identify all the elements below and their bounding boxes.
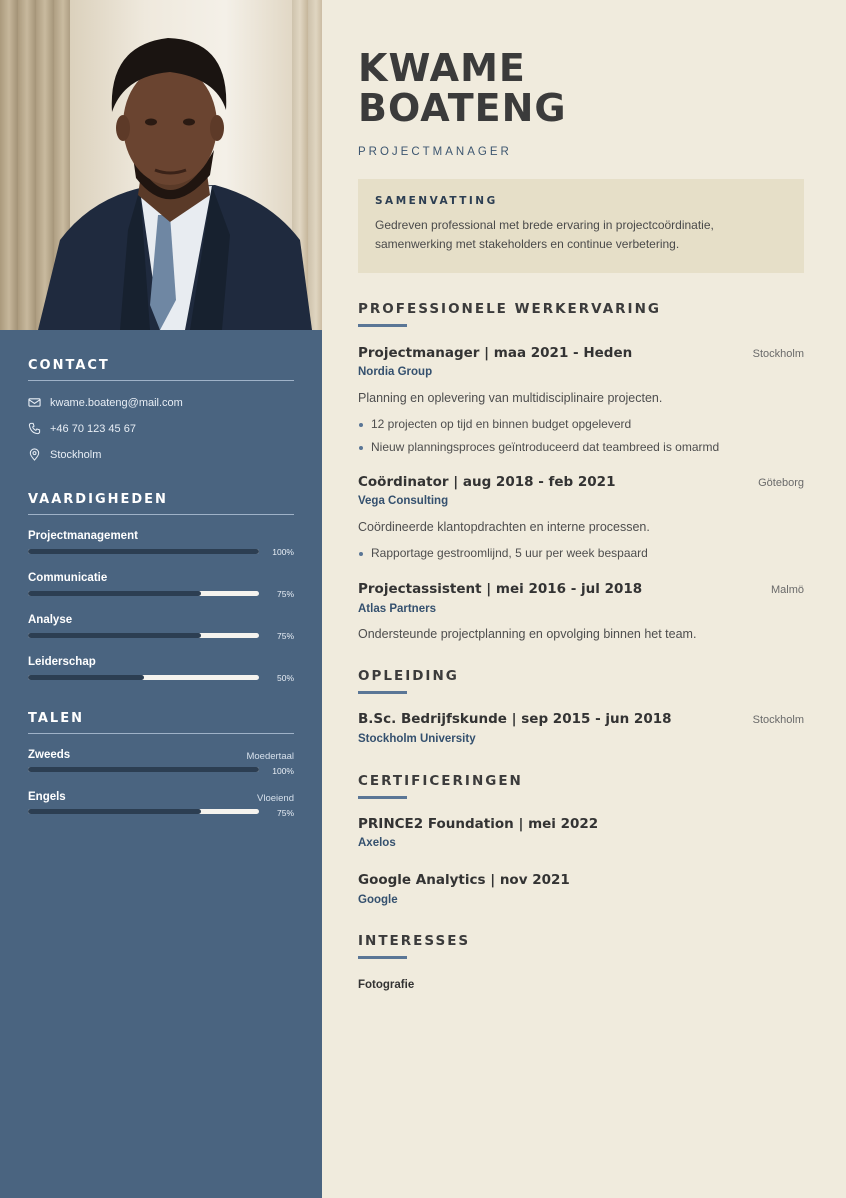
experience-bullet-1-1: 12 projecten op tijd en binnen budget opgeleverd [358,417,631,431]
level-percentage: 100% [272,766,294,776]
contact-phone[interactable] [28,416,294,442]
location-pin-icon [28,448,42,462]
level-percentage: 50% [276,673,294,683]
skill-name: Communicatie [28,572,108,584]
experience-location-3: Malmö [770,584,804,596]
interests-heading: INTERESSES [358,933,471,949]
experience-desc-1: Planning en oplevering van multidisciplinaire projecten. [358,391,663,405]
contact-phone-text: +46 70 123 45 67 [50,423,136,435]
experience-desc-3: Ondersteunde projectplanning en opvolging binnen het team. [358,627,697,641]
experience-location-2: Göteborg [758,477,804,489]
experience-bullet-1-2: Nieuw planningsproces geïntroduceerd dat teambreed is omarmd [358,440,719,454]
experience-heading: PROFESSIONELE WERKERVARING [358,301,661,317]
skills-heading: VAARDIGHEDEN [28,492,294,515]
language-level-bar [28,809,259,814]
interests-underline [358,956,407,959]
skill-name: Analyse [28,614,73,626]
language-item [28,791,294,833]
level-percentage: 75% [276,589,294,599]
experience-title-1: Projectmanager | maa 2021 - Heden [358,345,633,361]
language-proficiency: Moedertaal [246,751,294,762]
contact-heading: CONTACT [28,358,294,381]
level-percentage: 75% [276,631,294,641]
certification-org-1: Axelos [358,837,396,849]
skill-item [28,572,294,614]
skill-name: Leiderschap [28,656,96,668]
education-heading: OPLEIDING [358,668,459,684]
summary-text: Gedreven professional met brede ervaring in projectcoördinatie, samenwerking met stakeholders en continue verbetering. [375,218,714,251]
education-title-1: B.Sc. Bedrijfskunde | sep 2015 - jun 2018 [358,711,672,727]
language-item [28,749,294,791]
languages-section [28,711,294,833]
experience-title-3: Projectassistent | mei 2016 - jul 2018 [358,581,643,597]
job-title: PROJECTMANAGER [358,146,512,158]
sidebar [0,0,322,1198]
experience-org-3: Atlas Partners [358,603,436,615]
education-org-1: Stockholm University [358,733,476,745]
skill-item [28,656,294,698]
contact-email[interactable] [28,390,294,416]
experience-org-1: Nordia Group [358,366,433,378]
experience-org-2: Vega Consulting [358,495,449,507]
experience-underline [358,324,407,327]
certification-title-2: Google Analytics | nov 2021 [358,872,570,888]
skill-level-bar [28,675,259,680]
certifications-heading: CERTIFICERINGEN [358,773,523,789]
language-name: Engels [28,791,66,803]
certifications-underline [358,796,407,799]
language-name: Zweeds [28,749,71,761]
skills-section [28,492,294,698]
level-fill [28,809,201,814]
level-fill [28,633,201,638]
skill-item [28,614,294,656]
certification-org-2: Google [358,894,398,906]
experience-location-1: Stockholm [752,348,804,360]
last-name: BOATENG [358,86,567,130]
language-proficiency: Vloeiend [257,793,294,804]
contact-email-text: kwame.boateng@mail.com [50,397,183,409]
skill-level-bar [28,633,259,638]
skill-name: Projectmanagement [28,530,138,542]
education-location-1: Stockholm [752,714,804,726]
level-fill [28,591,201,596]
interest-item: Fotografie [358,979,415,991]
experience-desc-2: Coördineerde klantopdrachten en interne processen. [358,520,650,534]
person-name [358,48,567,128]
summary-heading: SAMENVATTING [375,195,498,207]
profile-photo [0,0,322,330]
summary-box [358,179,804,273]
level-fill [28,767,259,772]
contact-location [28,442,294,468]
education-underline [358,691,407,694]
phone-icon [28,422,42,436]
level-percentage: 75% [276,808,294,818]
skill-item [28,530,294,572]
mail-icon [28,396,42,410]
level-fill [28,675,144,680]
experience-title-2: Coördinator | aug 2018 - feb 2021 [358,474,616,490]
contact-location-text: Stockholm [50,449,102,461]
language-level-bar [28,767,259,772]
languages-heading: TALEN [28,711,294,734]
level-fill [28,549,259,554]
skill-level-bar [28,591,259,596]
experience-bullet-2-1: Rapportage gestroomlijnd, 5 uur per week bespaard [358,546,648,560]
contact-section [28,358,294,468]
certification-title-1: PRINCE2 Foundation | mei 2022 [358,816,599,832]
first-name: KWAME [358,46,526,90]
skill-level-bar [28,549,259,554]
level-percentage: 100% [272,547,294,557]
